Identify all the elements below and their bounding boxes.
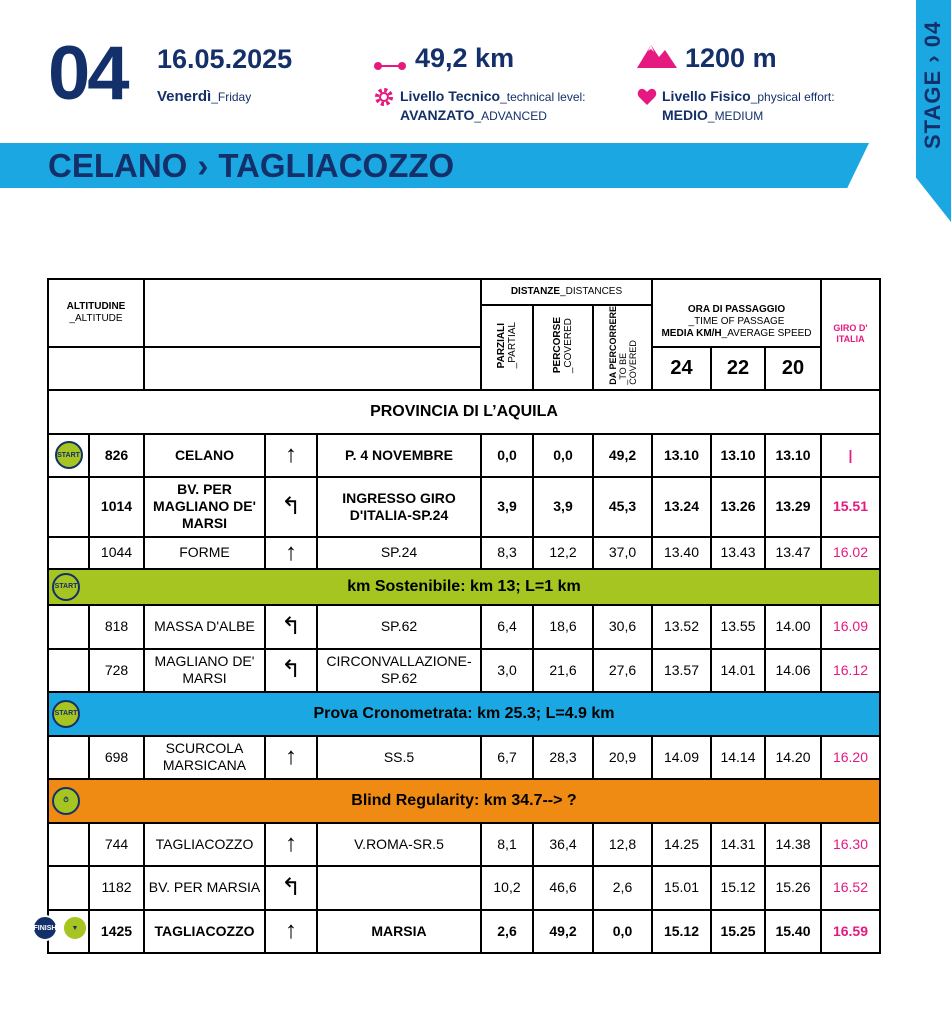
distance-icon <box>373 58 407 76</box>
gear-icon <box>373 86 395 113</box>
timed-start-badge: START <box>52 700 80 728</box>
speed-24: 24 <box>652 347 711 389</box>
stage-tab-label: STAGE › 04 <box>920 20 945 150</box>
blind-regularity-band: ⏱ Blind Regularity: km 34.7--> ? <box>48 779 880 823</box>
covered-header: PERCORSE _COVERED <box>533 305 593 390</box>
tobe-header: DA PERCORRERE _TO BE COVERED <box>593 305 652 390</box>
province-row: PROVINCIA DI L’AQUILA <box>48 390 880 434</box>
stage-number: 04 <box>48 31 127 116</box>
table-row: 1014 BV. PER MAGLIANO DE' MARSI ↰ INGRESSO GIRO D'ITALIA-SP.24 3,9 3,9 45,3 13.24 13.26 13.29 15.51 <box>48 477 880 537</box>
sustainable-start-badge: START <box>52 573 80 601</box>
arrow-up-icon: ↑ <box>265 823 317 866</box>
finish-badges <box>32 915 88 941</box>
table-row: START 826 CELANO ↑ P. 4 NOVEMBRE 0,0 0,0 49,2 13.10 13.10 13.10 | <box>48 434 880 477</box>
route-header <box>144 279 481 347</box>
stopwatch-icon: ⏱ <box>52 787 80 815</box>
turn-left-icon: ↰ <box>265 866 317 910</box>
physical-level: Livello Fisico_physical effort: MEDIO_MEDIUM <box>662 88 835 123</box>
time-header: ORA DI PASSAGGIO _TIME OF PASSAGE MEDIA KM/H_AVERAGE SPEED <box>652 279 821 347</box>
table-row: 818 MASSA D'ALBE ↰ SP.62 6,4 18,6 30,6 13.52 13.55 14.00 16.09 <box>48 605 880 649</box>
turn-left-icon: ↰ <box>265 477 317 537</box>
stage-day: Venerdì_Friday <box>157 88 252 105</box>
table-row: 698 SCURCOLA MARSICANA ↑ SS.5 6,7 28,3 20,9 14.09 14.14 14.20 16.20 <box>48 736 880 779</box>
table-row: 1182 BV. PER MARSIA ↰ 10,2 46,6 2,6 15.01 15.12 15.26 16.52 <box>48 866 880 910</box>
distances-header: DISTANZE_DISTANCES <box>481 279 652 305</box>
sustainable-band: START km Sostenibile: km 13; L=1 km <box>48 569 880 605</box>
altitude-header: ALTITUDINE _ALTITUDE <box>48 279 144 347</box>
turn-left-icon: ↰ <box>265 605 317 649</box>
table-row: 728 MAGLIANO DE' MARSI ↰ CIRCONVALLAZIONE-SP.62 3,0 21,6 27,6 13.57 14.01 14.06 16.12 <box>48 649 880 692</box>
arrow-up-icon: ↑ <box>265 537 317 569</box>
table-row: 744 TAGLIACOZZO ↑ V.ROMA-SR.5 8,1 36,4 12,8 14.25 14.31 14.38 16.30 <box>48 823 880 866</box>
arrow-up-icon: ↑ <box>265 910 317 953</box>
heart-icon <box>637 88 657 111</box>
speed-22: 22 <box>711 347 765 389</box>
arrow-up-icon: ↑ <box>265 736 317 779</box>
arrow-up-icon: ↑ <box>265 434 317 477</box>
route-title: CELANO › TAGLIACOZZO <box>48 147 455 184</box>
technical-level: Livello Tecnico_technical level: AVANZATO_ADVANCED <box>400 88 586 123</box>
start-badge: START <box>48 434 89 477</box>
table-row: 1044 FORME ↑ SP.24 8,3 12,2 37,0 13.40 13.43 13.47 16.02 <box>48 537 880 569</box>
chevron-right-icon: › <box>197 147 209 184</box>
turn-left-icon: ↰ <box>265 649 317 692</box>
stage-date: 16.05.2025 <box>157 44 293 74</box>
partial-header: PARZIALI _PARTIAL <box>481 305 533 390</box>
giro-header: GIRO D' ITALIA <box>821 279 880 390</box>
stage-elevation: 1200 m <box>685 43 777 73</box>
stage-distance: 49,2 km <box>415 43 515 73</box>
table-row: 1425 TAGLIACOZZO ↑ MARSIA 2,6 49,2 0,0 15.12 15.25 15.40 16.59 <box>48 910 880 953</box>
route-table <box>47 278 881 954</box>
speed-20: 20 <box>765 347 821 389</box>
timed-trial-band: START Prova Cronometrata: km 25.3; L=4.9 km <box>48 692 880 736</box>
mountain-icon <box>637 42 677 73</box>
finish-badge: FINISH <box>32 915 58 941</box>
triangle-down-icon: ▼ <box>62 915 88 941</box>
